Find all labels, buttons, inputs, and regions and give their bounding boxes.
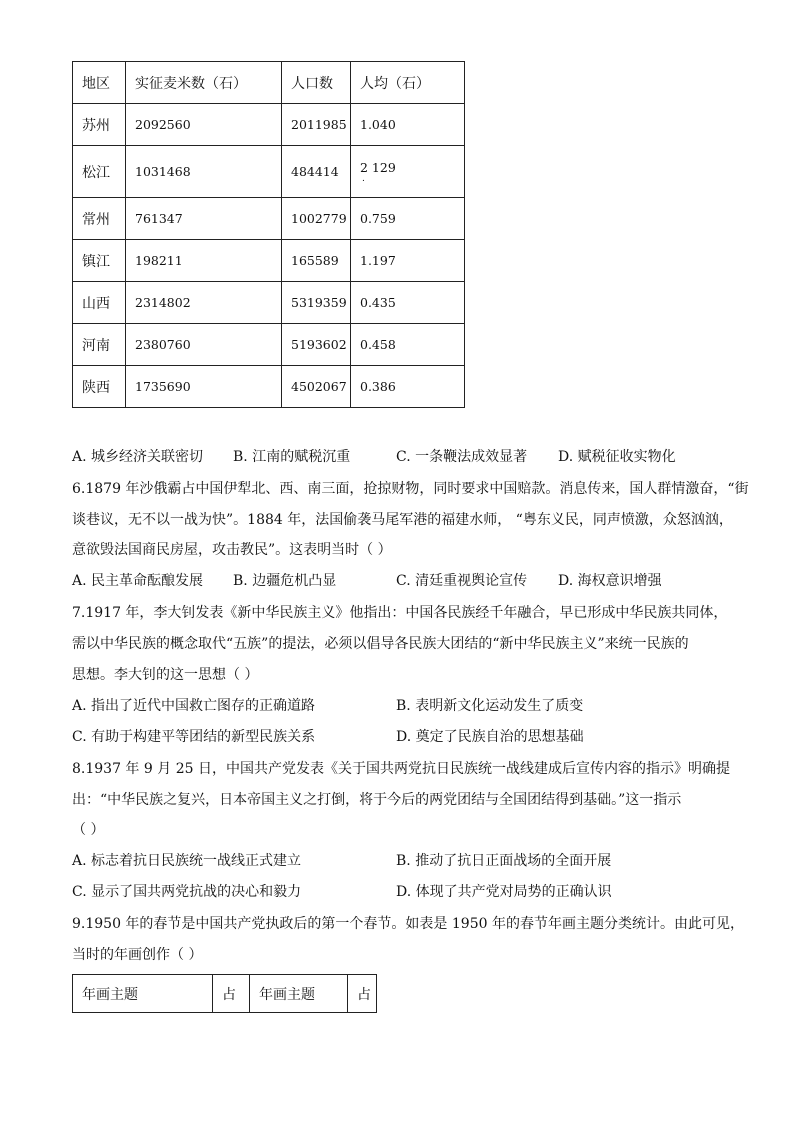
- table-cell: 0.458: [351, 324, 465, 366]
- table-row: [73, 240, 465, 282]
- header-cell: 占: [348, 975, 377, 1013]
- table-cell: 2314802: [126, 282, 282, 324]
- table-cell: 1031468: [126, 146, 282, 198]
- table-row: [73, 146, 465, 198]
- q6-option-a[interactable]: A. 民主革命酝酿发展: [72, 573, 204, 589]
- table-cell: 0.759: [351, 198, 465, 240]
- table-row: [73, 366, 465, 408]
- q7-option-b[interactable]: B. 表明新文化运动发生了质变: [396, 698, 584, 714]
- q5-option-b[interactable]: B. 江南的赋税沉重: [233, 449, 351, 465]
- table-cell: 198211: [126, 240, 282, 282]
- value-main: 2 129: [360, 160, 396, 175]
- table-cell: 1.197: [351, 240, 465, 282]
- table-row: [73, 198, 465, 240]
- q7-stem-line: 7.1917 年，李大钊发表《新中华民族主义》他指出：中国各民族经千年融合，早已形成中华民族共同体，: [72, 605, 728, 621]
- header-cell: 年画主题: [250, 975, 348, 1013]
- header-cell: 人均（石）: [351, 62, 465, 104]
- q6-option-d[interactable]: D. 海权意识增强: [558, 573, 662, 589]
- table-cell: 4502067: [282, 366, 351, 408]
- q8-option-c[interactable]: C. 显示了国共两党抗战的决心和毅力: [72, 884, 302, 900]
- q6-option-c[interactable]: C. 清廷重视舆论宣传: [396, 573, 528, 589]
- table-cell: 1.040: [351, 104, 465, 146]
- header-cell: 年画主题: [73, 975, 213, 1013]
- q5-option-a[interactable]: A. 城乡经济关联密切: [72, 449, 204, 465]
- q8-option-a[interactable]: A. 标志着抗日民族统一战线正式建立: [72, 853, 302, 869]
- table-cell: 苏州: [73, 104, 126, 146]
- q8-stem-line: （ ）: [72, 822, 105, 838]
- table-row: [73, 282, 465, 324]
- table-cell: 松江: [73, 146, 126, 198]
- q7-option-a[interactable]: A. 指出了近代中国救亡图存的正确道路: [72, 698, 316, 714]
- table-cell: 0.386: [351, 366, 465, 408]
- q9-stem-line: 9.1950 年的春节是中国共产党执政后的第一个春节。如表是 1950 年的春节年画主题分类统计。由此可见，: [72, 916, 744, 932]
- table-cell: 山西: [73, 282, 126, 324]
- q8-option-b[interactable]: B. 推动了抗日正面战场的全面开展: [396, 853, 612, 869]
- table-header-row: [73, 62, 465, 104]
- table-cell: 2380760: [126, 324, 282, 366]
- q6-stem-line: 6.1879 年沙俄霸占中国伊犁北、西、南三面，抢掠财物，同时要求中国赔款。消息传来，国人群情激奋，“街: [72, 481, 749, 497]
- q5-option-c[interactable]: C. 一条鞭法成效显著: [396, 449, 528, 465]
- table-cell: 1002779: [282, 198, 351, 240]
- q9-stem-line: 当时的年画创作（ ）: [72, 947, 203, 963]
- table-row: [73, 324, 465, 366]
- header-cell: 实征麦米数（石）: [126, 62, 282, 104]
- table-cell: 5193602: [282, 324, 351, 366]
- table-cell: 河南: [73, 324, 126, 366]
- table-cell: 484414: [282, 146, 351, 198]
- header-cell: 占: [213, 975, 250, 1013]
- q8-stem-line: 8.1937 年 9 月 25 日，中国共产党发表《关于国共两党抗日民族统一战线建成后宣传内容的指示》明确提: [72, 761, 730, 777]
- q5-option-d[interactable]: D. 赋税征收实物化: [558, 449, 676, 465]
- table-cell: 常州: [73, 198, 126, 240]
- q7-stem-line: 思想。李大钊的这一思想（ ）: [72, 667, 259, 683]
- header-cell: 地区: [73, 62, 126, 104]
- value-dot: .: [362, 174, 365, 184]
- table-cell: 761347: [126, 198, 282, 240]
- q6-stem-line: 意欲毁法国商民房屋，攻击教民”。这表明当时（ ）: [72, 542, 392, 558]
- q8-option-d[interactable]: D. 体现了共产党对局势的正确认识: [396, 884, 612, 900]
- grain-tax-table: [72, 61, 465, 408]
- table-cell: 1735690: [126, 366, 282, 408]
- header-cell: 人口数: [282, 62, 351, 104]
- table-cell: 0.435: [351, 282, 465, 324]
- q7-option-c[interactable]: C. 有助于构建平等团结的新型民族关系: [72, 729, 316, 745]
- q6-option-b[interactable]: B. 边疆危机凸显: [233, 573, 337, 589]
- table-cell: 2011985: [282, 104, 351, 146]
- table-cell: [351, 146, 465, 198]
- table-cell: 陕西: [73, 366, 126, 408]
- q6-stem-line: 谈巷议，无不以一战为快”。1884 年，法国偷袭马尾军港的福建水师， “粤东义民，同声愤激，众怒汹汹，: [72, 512, 733, 528]
- table-cell: 2092560: [126, 104, 282, 146]
- new-year-painting-table: [72, 974, 377, 1013]
- table-cell: 5319359: [282, 282, 351, 324]
- table-cell: 镇江: [73, 240, 126, 282]
- table-row: [73, 104, 465, 146]
- table-header-row: [73, 975, 377, 1013]
- q7-stem-line: 需以中华民族的概念取代“五族”的提法，必须以倡导各民族大团结的“新中华民族主义”来统一民族的: [72, 636, 689, 652]
- q8-stem-line: 出：“中华民族之复兴，日本帝国主义之打倒，将于今后的两党团结与全国团结得到基础。”这一指示: [72, 792, 682, 808]
- table-cell: 165589: [282, 240, 351, 282]
- q7-option-d[interactable]: D. 奠定了民族自治的思想基础: [396, 729, 584, 745]
- stacked-value: [360, 160, 464, 183]
